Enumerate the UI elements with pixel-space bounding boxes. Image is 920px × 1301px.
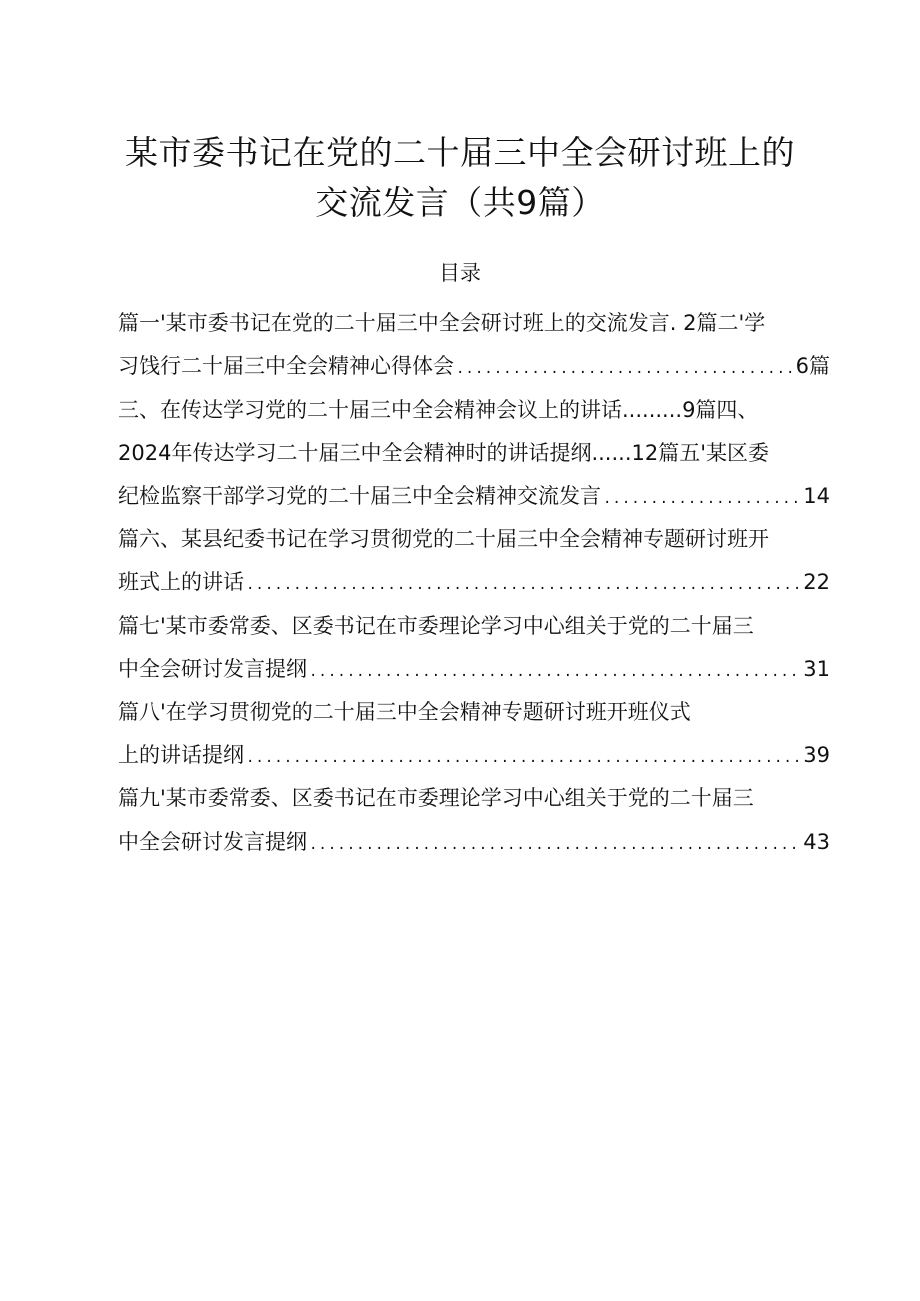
toc-line-text: 中全会研讨发言提纲 [118, 657, 307, 681]
toc-line-text: 篇六、某县纪委书记在学习贯彻党的二十届三中全会精神专题研讨班开 [118, 527, 769, 551]
toc-line[interactable] [118, 393, 830, 427]
toc-line-text: 班式上的讲话 [118, 570, 244, 594]
toc-leader-dots [246, 741, 801, 775]
toc-heading: 目录 [439, 261, 481, 285]
toc-leader-dots [246, 568, 801, 602]
toc-line-text: 篇一'某市委书记在党的二十届三中全会研讨班上的交流发言. 2篇二'学 [118, 311, 766, 335]
toc-page-number: 22 [803, 570, 830, 594]
toc-line-text: 三、在传达学习党的二十届三中全会精神会议上的讲话.........9篇四、 [118, 398, 759, 422]
toc-line-text: 中全会研讨发言提纲 [118, 830, 307, 854]
toc-line[interactable] [118, 565, 830, 599]
toc-line[interactable] [118, 522, 830, 556]
toc-line-text: 2024年传达学习二十届三中全会精神时的讲话提纲......12篇五'某区委 [118, 441, 769, 465]
toc-line[interactable] [118, 695, 830, 729]
toc-page-number: 6篇 [795, 354, 830, 378]
title-line-2: 交流发言（共9篇） [315, 183, 605, 222]
toc-page-number: 14 [803, 484, 830, 508]
toc-line[interactable] [118, 738, 830, 772]
document-title [60, 128, 860, 228]
toc-line-text: 篇八'在学习贯彻党的二十届三中全会精神专题研讨班开班仪式 [118, 700, 691, 724]
toc-page-number: 31 [803, 657, 830, 681]
toc-line[interactable] [118, 436, 830, 470]
toc-line[interactable] [118, 652, 830, 686]
toc-line-text: 篇九'某市委常委、区委书记在市委理论学习中心组关于党的二十届三 [118, 786, 754, 810]
toc-leader-dots [456, 352, 794, 386]
toc-line-text: 上的讲话提纲 [118, 743, 244, 767]
toc-leader-dots [309, 828, 801, 862]
toc-page-number: 39 [803, 743, 830, 767]
toc-line[interactable] [118, 306, 830, 340]
toc-line-text: 篇七'某市委常委、区委书记在市委理论学习中心组关于党的二十届三 [118, 614, 754, 638]
toc-leader-dots [309, 655, 801, 689]
toc-leader-dots [603, 482, 801, 516]
toc-line[interactable] [118, 781, 830, 815]
toc-line[interactable] [118, 609, 830, 643]
title-line-1: 某市委书记在党的二十届三中全会研讨班上的 [125, 133, 795, 172]
toc-line[interactable] [118, 479, 830, 513]
toc-line-text: 纪检监察干部学习党的二十届三中全会精神交流发言 [118, 484, 601, 508]
toc-page-number: 43 [803, 830, 830, 854]
toc-line-text: 习饯行二十届三中全会精神心得体会 [118, 354, 454, 378]
toc-line[interactable] [118, 349, 830, 383]
toc-line[interactable] [118, 825, 830, 859]
